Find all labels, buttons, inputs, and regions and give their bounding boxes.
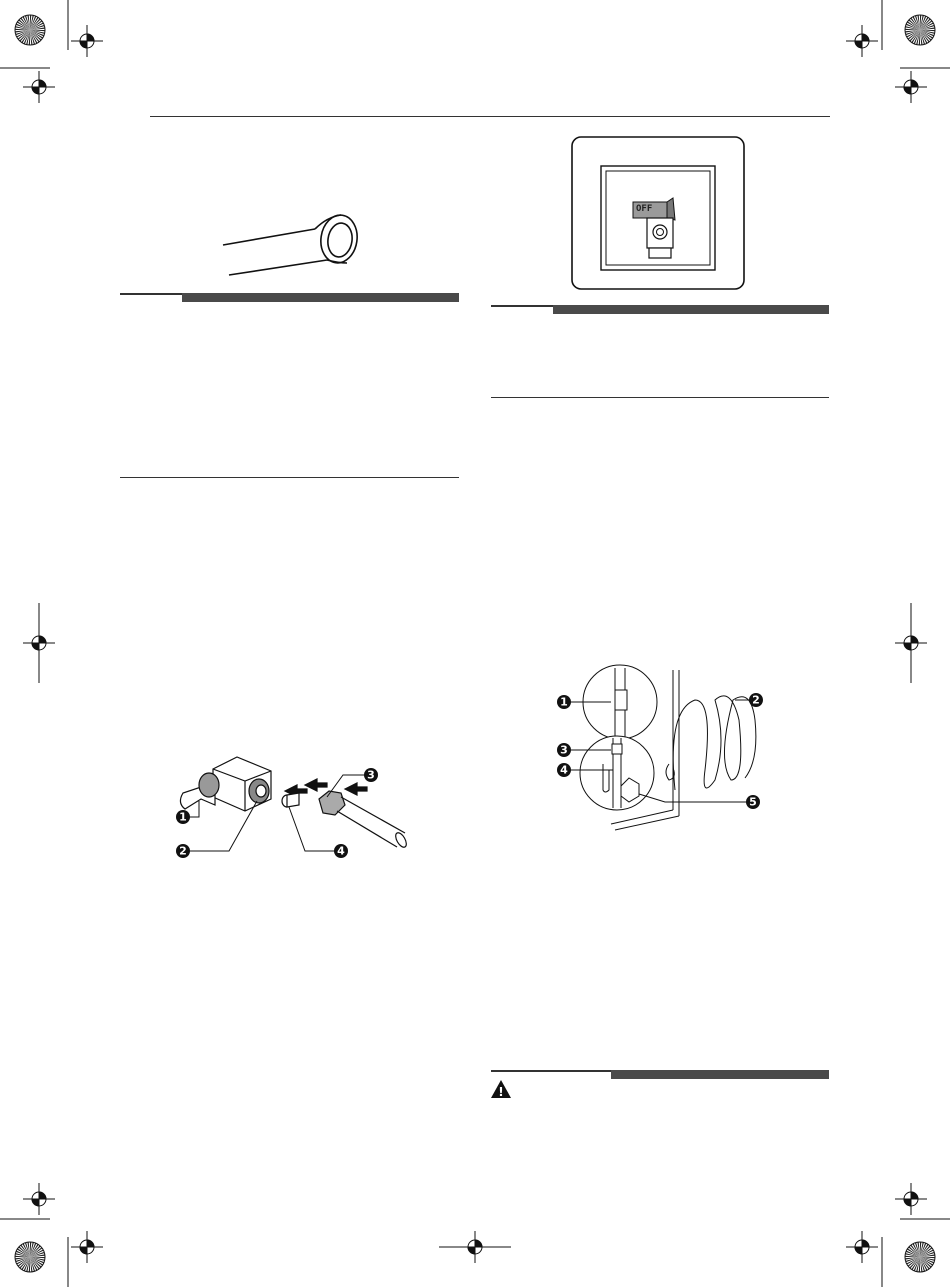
callout-1 [176, 810, 190, 824]
callout-4 [334, 844, 348, 858]
svg-text:4: 4 [337, 844, 345, 858]
starburst-target-icon [905, 15, 935, 45]
callout-2 [749, 693, 763, 707]
note-header-bar [120, 293, 459, 302]
callout-3 [557, 743, 571, 757]
svg-text:4: 4 [560, 763, 568, 777]
svg-text:2: 2 [752, 693, 760, 707]
starburst-target-icon [15, 15, 935, 1272]
svg-text:5: 5 [749, 795, 757, 809]
warning-triangle-icon [490, 1079, 512, 1099]
warning-header-bar [491, 1070, 829, 1079]
starburst-target-icon [15, 15, 45, 45]
svg-text:!: ! [498, 1085, 504, 1099]
tube-end-illustration [215, 205, 415, 285]
svg-text:3: 3 [367, 768, 375, 782]
tubing-coil-diagram [555, 660, 795, 835]
starburst-target-icon [905, 1242, 935, 1272]
section-rule [491, 397, 829, 398]
svg-text:1: 1 [560, 695, 568, 709]
starburst-target-icon [15, 1242, 45, 1272]
callout-4 [557, 763, 571, 777]
note-header-bar [491, 305, 829, 314]
callout-1 [557, 695, 571, 709]
callout-2 [176, 844, 190, 858]
callout-3 [364, 768, 378, 782]
svg-text:2: 2 [179, 844, 187, 858]
svg-text:3: 3 [560, 743, 568, 757]
valve-off-label: OFF [636, 204, 653, 214]
compression-fitting-diagram [175, 755, 435, 865]
shutoff-valve-box [571, 136, 746, 291]
header-rule [150, 116, 830, 117]
section-rule [120, 477, 459, 478]
callout-5 [746, 795, 760, 809]
svg-text:1: 1 [179, 810, 187, 824]
